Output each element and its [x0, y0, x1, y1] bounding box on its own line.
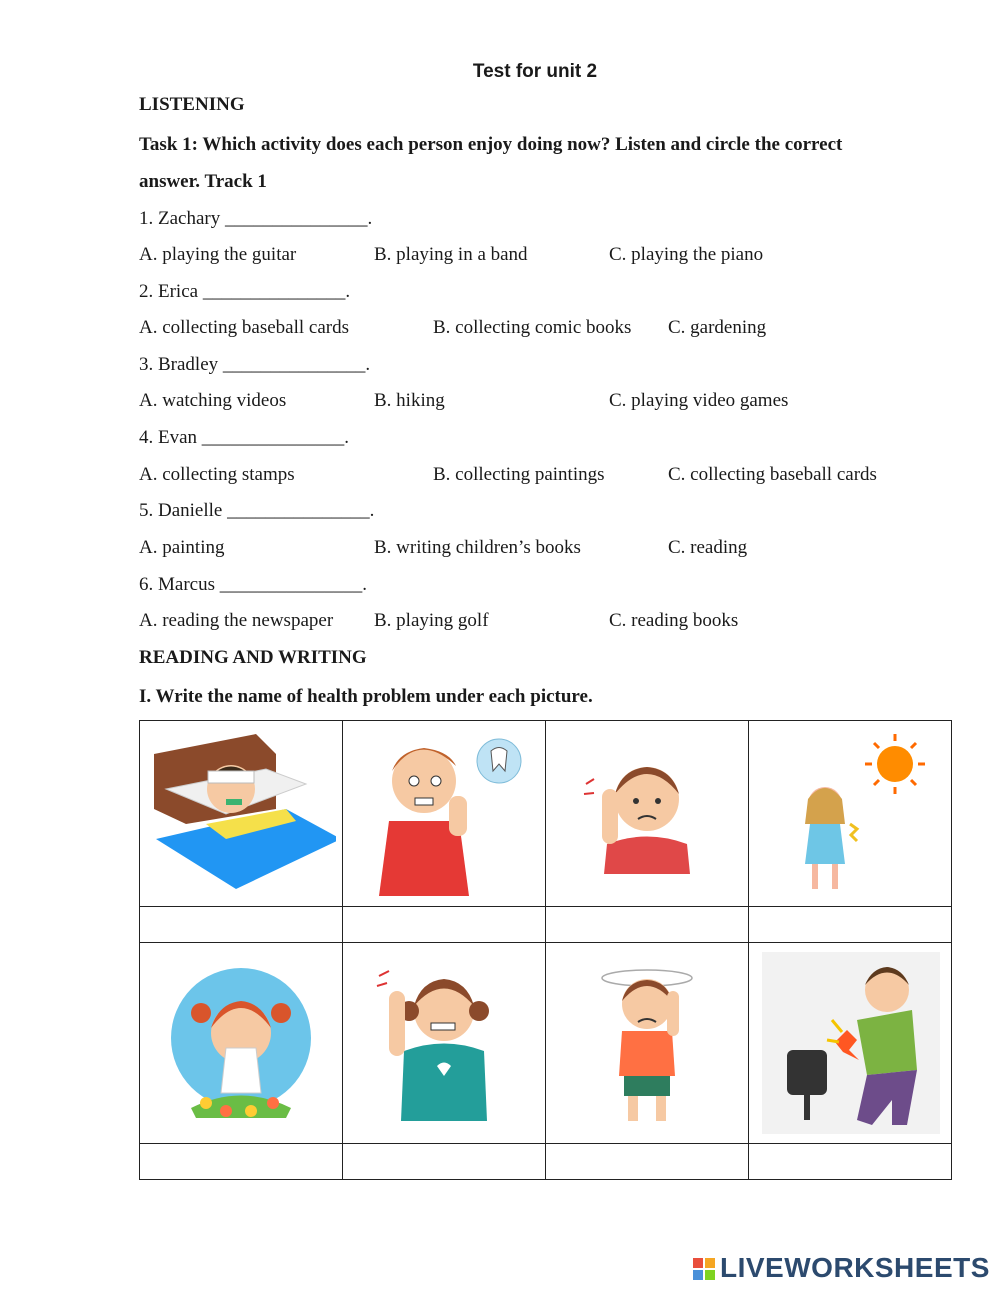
question-1: 1. Zachary _______________.: [139, 208, 373, 229]
question-3: 3. Bradley _______________.: [139, 354, 371, 375]
q3-option-b[interactable]: B. hiking: [374, 390, 445, 411]
picture-cell-6: [343, 943, 546, 1144]
q1-option-a[interactable]: A. playing the guitar: [139, 244, 297, 265]
answer-cell-8[interactable]: [749, 1144, 952, 1180]
q2-option-a[interactable]: A. collecting baseball cards: [139, 317, 349, 338]
q2-option-c[interactable]: C. gardening: [668, 317, 767, 338]
answer-cell-3[interactable]: [546, 907, 749, 943]
q4-option-b[interactable]: B. collecting paintings: [433, 464, 605, 485]
reading-heading: READING AND WRITING: [139, 647, 367, 668]
q1-option-c[interactable]: C. playing the piano: [609, 244, 764, 265]
question-5: 5. Danielle _______________.: [139, 500, 375, 521]
task1-instruction-line1: Task 1: Which activity does each person enjoy doing now? Listen and circle the correct: [139, 134, 843, 155]
q6-option-c[interactable]: C. reading books: [609, 610, 739, 631]
question-2: 2. Erica _______________.: [139, 281, 351, 302]
question-4: 4. Evan _______________.: [139, 427, 350, 448]
q6-option-b[interactable]: B. playing golf: [374, 610, 489, 631]
sneezing-icon: [151, 953, 331, 1133]
sunburn-icon: [765, 729, 935, 899]
q5-option-b[interactable]: B. writing children’s books: [374, 537, 581, 558]
answer-cell-4[interactable]: [749, 907, 952, 943]
q3-option-a[interactable]: A. watching videos: [139, 390, 287, 411]
q1-option-b[interactable]: B. playing in a band: [374, 244, 528, 265]
earache-icon: [572, 749, 722, 879]
answer-cell-5[interactable]: [140, 1144, 343, 1180]
q5-option-a[interactable]: A. painting: [139, 537, 225, 558]
q3-option-c[interactable]: C. playing video games: [609, 390, 789, 411]
logo-live: LIVE: [720, 1252, 785, 1283]
answer-cell-2[interactable]: [343, 907, 546, 943]
listening-heading: LISTENING: [139, 94, 245, 115]
picture-cell-4: [749, 721, 952, 907]
picture-cell-2: [343, 721, 546, 907]
liveworksheets-logo[interactable]: [720, 1252, 990, 1284]
picture-cell-3: [546, 721, 749, 907]
q5-option-c[interactable]: C. reading: [668, 537, 748, 558]
picture-cell-1: [140, 721, 343, 907]
question-6: 6. Marcus _______________.: [139, 574, 367, 595]
toothache-icon: [359, 726, 529, 901]
answer-cell-1[interactable]: [140, 907, 343, 943]
backache-icon: [757, 950, 943, 1136]
picture-cell-5: [140, 943, 343, 1144]
itchy-ear-icon: [359, 951, 529, 1136]
picture-cell-7: [546, 943, 749, 1144]
reading-instruction: I. Write the name of health problem under each picture.: [139, 686, 593, 707]
answer-cell-7[interactable]: [546, 1144, 749, 1180]
q6-option-a[interactable]: A. reading the newspaper: [139, 610, 334, 631]
sick-in-bed-icon: [146, 729, 336, 899]
q2-option-b[interactable]: B. collecting comic books: [433, 317, 632, 338]
picture-table: [139, 720, 952, 1180]
page-title: Test for unit 2: [472, 61, 598, 82]
q4-option-a[interactable]: A. collecting stamps: [139, 464, 295, 485]
task1-instruction-line2: answer. Track 1: [139, 171, 267, 192]
liveworksheets-logo-icon: [693, 1258, 717, 1282]
answer-cell-6[interactable]: [343, 1144, 546, 1180]
q4-option-c[interactable]: C. collecting baseball cards: [668, 464, 877, 485]
logo-worksheets: WORKSHEETS: [784, 1252, 990, 1283]
picture-cell-8: [749, 943, 952, 1144]
dizzy-icon: [572, 956, 722, 1131]
